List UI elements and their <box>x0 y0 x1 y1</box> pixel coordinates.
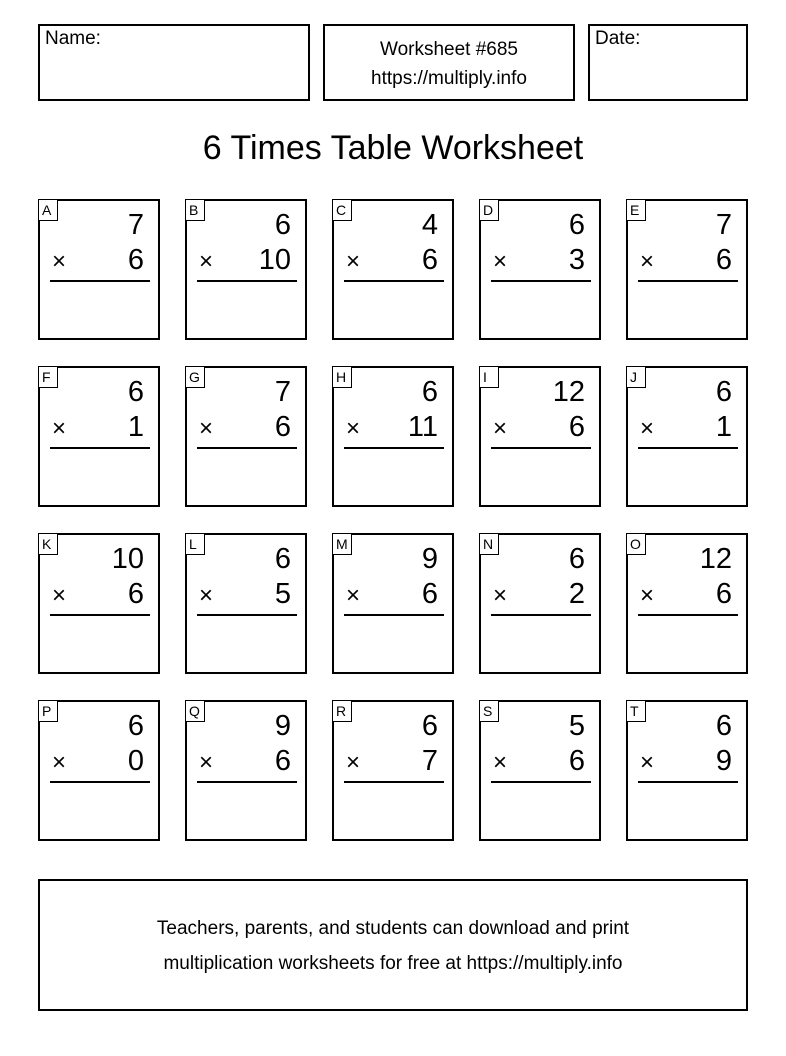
problem-box-p <box>38 700 160 841</box>
multiplicand: 6 <box>715 376 732 408</box>
problem-box-f <box>38 366 160 507</box>
times-sign: × <box>346 248 361 275</box>
answer-line <box>197 447 297 449</box>
problem-letter: T <box>626 700 646 722</box>
problem-box-l <box>185 533 307 674</box>
times-sign: × <box>199 248 214 275</box>
problem-letter: M <box>332 533 352 555</box>
answer-line <box>197 280 297 282</box>
answer-line <box>50 781 150 783</box>
multiplicand: 4 <box>421 209 438 241</box>
answer-line <box>638 447 738 449</box>
times-sign: × <box>52 248 67 275</box>
answer-line <box>197 781 297 783</box>
times-sign: × <box>493 248 508 275</box>
problem-box-a <box>38 199 160 340</box>
times-sign: × <box>199 749 214 776</box>
multiplicand: 9 <box>274 710 291 742</box>
problem-letter: G <box>185 366 205 388</box>
multiplier: 5 <box>274 578 291 610</box>
problem-box-o <box>626 533 748 674</box>
problem-letter: E <box>626 199 646 221</box>
answer-line <box>344 614 444 616</box>
worksheet-url: https://multiply.info <box>371 68 527 89</box>
problem-letter: Q <box>185 700 205 722</box>
multiplicand: 5 <box>568 710 585 742</box>
times-sign: × <box>640 248 655 275</box>
times-sign: × <box>640 749 655 776</box>
answer-line <box>50 447 150 449</box>
problem-box-e <box>626 199 748 340</box>
times-sign: × <box>493 582 508 609</box>
times-sign: × <box>346 415 361 442</box>
problem-letter: I <box>479 366 499 388</box>
answer-line <box>491 447 591 449</box>
answer-line <box>491 614 591 616</box>
footer-line-1: Teachers, parents, and students can download and print <box>156 918 630 939</box>
multiplier: 7 <box>421 745 438 777</box>
problem-box-i <box>479 366 601 507</box>
problem-letter: K <box>38 533 58 555</box>
answer-line <box>50 614 150 616</box>
multiplicand: 7 <box>127 209 144 241</box>
footer-box <box>38 879 748 1011</box>
multiplicand: 7 <box>274 376 291 408</box>
problem-box-n <box>479 533 601 674</box>
worksheet-number: Worksheet #685 <box>379 39 518 60</box>
multiplicand: 9 <box>421 543 438 575</box>
problem-letter: B <box>185 199 205 221</box>
multiplier: 10 <box>258 244 291 276</box>
problem-letter: A <box>38 199 58 221</box>
answer-line <box>638 280 738 282</box>
multiplicand: 6 <box>568 209 585 241</box>
multiplier: 2 <box>568 578 585 610</box>
problem-box-b <box>185 199 307 340</box>
multiplier: 6 <box>274 745 291 777</box>
multiplier: 6 <box>127 244 144 276</box>
answer-line <box>344 447 444 449</box>
times-sign: × <box>346 749 361 776</box>
multiplicand: 6 <box>127 710 144 742</box>
problem-box-q <box>185 700 307 841</box>
multiplier: 3 <box>568 244 585 276</box>
times-sign: × <box>52 582 67 609</box>
problem-box-s <box>479 700 601 841</box>
multiplier: 6 <box>568 745 585 777</box>
answer-line <box>197 614 297 616</box>
problem-box-k <box>38 533 160 674</box>
multiplicand: 6 <box>274 543 291 575</box>
multiplier: 11 <box>407 411 438 443</box>
answer-line <box>491 781 591 783</box>
multiplier: 6 <box>715 244 732 276</box>
multiplicand: 12 <box>699 543 732 575</box>
multiplicand: 12 <box>552 376 585 408</box>
problem-box-c <box>332 199 454 340</box>
multiplier: 9 <box>715 745 732 777</box>
problem-letter: R <box>332 700 352 722</box>
date-label: Date: <box>595 28 641 49</box>
multiplier: 6 <box>127 578 144 610</box>
problem-box-r <box>332 700 454 841</box>
multiplicand: 6 <box>568 543 585 575</box>
problem-letter: F <box>38 366 58 388</box>
multiplier: 1 <box>127 411 144 443</box>
answer-line <box>50 280 150 282</box>
multiplier: 6 <box>421 244 438 276</box>
problem-letter: H <box>332 366 352 388</box>
problem-letter: S <box>479 700 499 722</box>
multiplicand: 6 <box>421 376 438 408</box>
answer-line <box>344 280 444 282</box>
multiplier: 6 <box>274 411 291 443</box>
multiplicand: 7 <box>715 209 732 241</box>
multiplicand: 6 <box>715 710 732 742</box>
times-sign: × <box>640 415 655 442</box>
times-sign: × <box>346 582 361 609</box>
multiplicand: 6 <box>274 209 291 241</box>
problem-letter: N <box>479 533 499 555</box>
multiplier: 6 <box>421 578 438 610</box>
times-sign: × <box>640 582 655 609</box>
times-sign: × <box>199 582 214 609</box>
multiplicand: 6 <box>127 376 144 408</box>
problem-box-t <box>626 700 748 841</box>
problem-letter: D <box>479 199 499 221</box>
problem-letter: L <box>185 533 205 555</box>
problem-box-j <box>626 366 748 507</box>
page-title: 6 Times Table Worksheet <box>202 129 584 167</box>
problem-letter: J <box>626 366 646 388</box>
times-sign: × <box>493 415 508 442</box>
times-sign: × <box>199 415 214 442</box>
multiplicand: 10 <box>111 543 144 575</box>
times-sign: × <box>52 415 67 442</box>
problem-box-g <box>185 366 307 507</box>
problem-letter: P <box>38 700 58 722</box>
multiplicand: 6 <box>421 710 438 742</box>
problem-box-h <box>332 366 454 507</box>
name-label: Name: <box>45 28 101 49</box>
answer-line <box>638 614 738 616</box>
times-sign: × <box>52 749 67 776</box>
multiplier: 6 <box>715 578 732 610</box>
problem-box-d <box>479 199 601 340</box>
multiplier: 1 <box>715 411 732 443</box>
answer-line <box>491 280 591 282</box>
problem-letter: C <box>332 199 352 221</box>
times-sign: × <box>493 749 508 776</box>
answer-line <box>344 781 444 783</box>
multiplier: 6 <box>568 411 585 443</box>
answer-line <box>638 781 738 783</box>
problem-letter: O <box>626 533 646 555</box>
footer-line-2: multiplication worksheets for free at https://multiply.info <box>163 953 623 974</box>
problem-box-m <box>332 533 454 674</box>
multiplier: 0 <box>127 745 144 777</box>
